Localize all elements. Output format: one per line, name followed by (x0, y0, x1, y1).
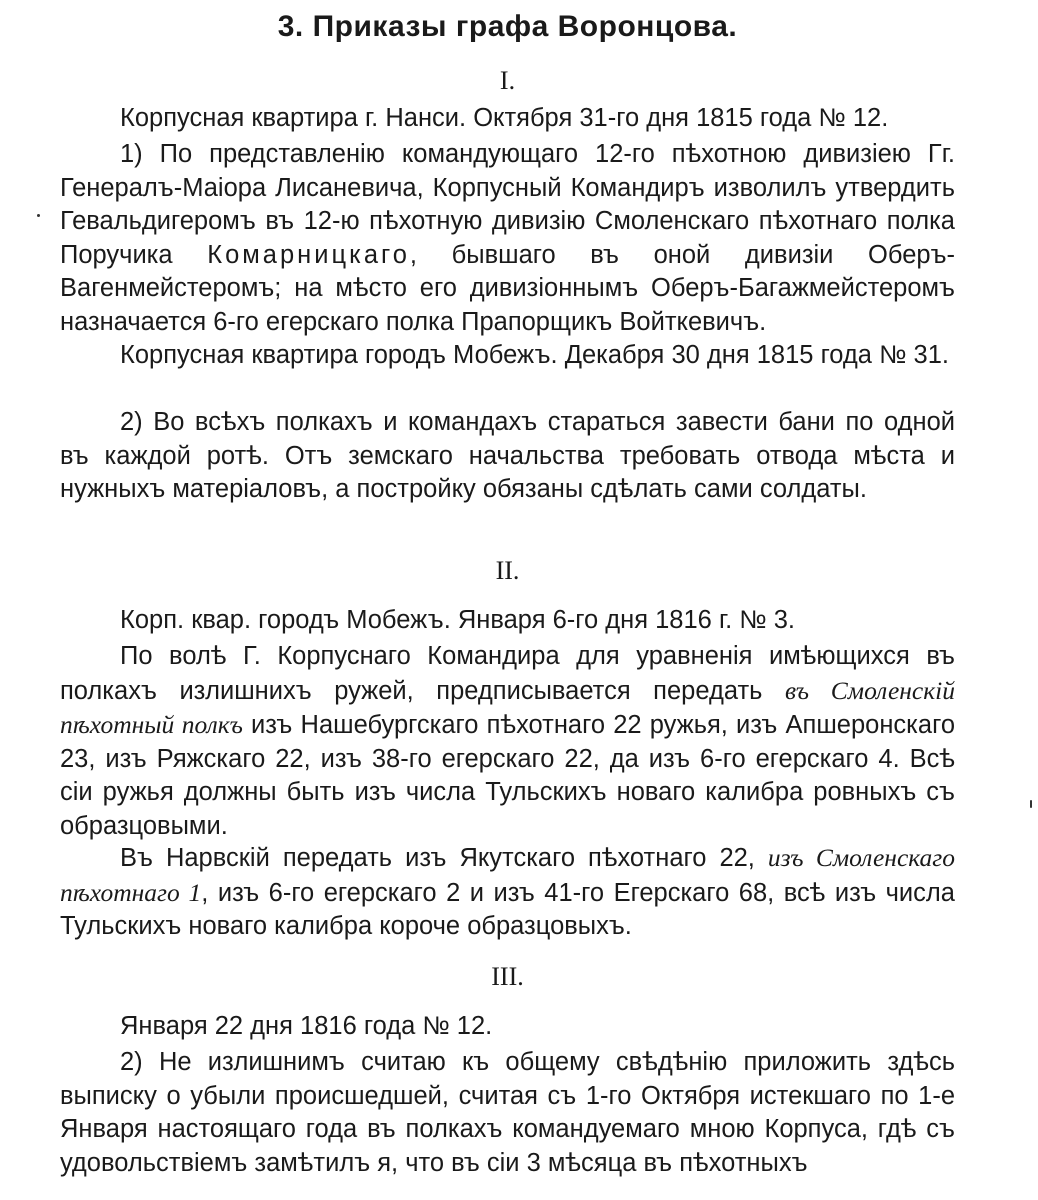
section-numeral-1: I. (499, 66, 516, 95)
section-1-paragraph-3: 2) Во всѣхъ полкахъ и командахъ стараться завести бани по одной въ каждой ротѣ. Отъ земскаго начальства требовать отвода мѣста и нужныхъ матеріаловъ, а постройку обязаны сдѣлать сами солдаты. (60, 408, 955, 503)
section-numeral-2: II. (495, 556, 520, 585)
section-1-paragraph-1-text: 1) По представленію командующаго 12-го пѣхотною дивизіею Гг. Генералъ-Маіора Лисаневича, Корпусный Командиръ изволилъ утвердить Гевальдигеромъ въ 12-ю пѣхотную дивизію Смоленскаго пѣхотнаго полка Поручика (60, 140, 955, 269)
section-2-paragraph-2 (60, 841, 955, 944)
scan-speck (1030, 800, 1032, 808)
section-1-paragraph-1 (60, 138, 955, 339)
section-2-paragraph-2-a: Въ Нарвскій передать изъ Якутскаго пѣхотнаго 22, (120, 844, 768, 872)
page-title: 3. Приказы графа Воронцова. (277, 10, 738, 43)
italic-regiment: въ Смоленскій пѣхотный полкъ (60, 675, 955, 739)
section-1-header: Корпусная квартира г. Нанси. Октября 31-го дня 1815 года № 12. (120, 104, 889, 132)
section-numeral-3: III. (491, 962, 524, 991)
section-2-paragraph-2-b: , изъ 6-го егерскаго 2 и изъ 41-го Егерскаго 68, всѣ изъ числа Тульскихъ новаго калибра короче образцовыхъ. (60, 878, 955, 940)
italic-regiment-2: изъ Смоленскаго пѣхотнаго 1 (60, 843, 956, 907)
spaced-name: Комарницкаго (207, 240, 410, 269)
section-3-paragraph-1: 2) Не излишнимъ считаю къ общему свѣдѣнію приложить здѣсь выписку о убыли происшедшей, считая съ 1-го Октября истекшаго по 1-е Января настоящаго года въ полкахъ командуемаго мною Корпуса, гдѣ съ удовольствіемъ замѣтилъ я, что въ сіи 3 мѣсяца въ пѣхотныхъ (60, 1048, 955, 1177)
section-2-header: Корп. квар. городъ Мобежъ. Января 6-го дня 1816 г. № 3. (120, 606, 796, 634)
section-2-paragraph-1-a: По волѣ Г. Корпуснаго Командира для уравненія имѣющихся въ полкахъ излишнихъ ружей, предписывается передать (60, 642, 955, 705)
section-1-paragraph-2: Корпусная квартира городъ Мобежъ. Декабря 30 дня 1815 года № 31. (120, 341, 949, 369)
section-2-paragraph-1-b: изъ Нашебургскаго пѣхотнаго 22 ружья, изъ Апшеронскаго 23, изъ Ряжскаго 22, изъ 38-го егерскаго 22, да изъ 6-го егерскаго 4. Всѣ сіи ружья должны быть изъ числа Тульскихъ новаго калибра ровныхъ съ образцовыми. (60, 711, 955, 840)
section-3-header: Января 22 дня 1816 года № 12. (120, 1012, 493, 1040)
section-1-paragraph-1-end: , бывшаго въ оной дивизіи Оберъ-Вагенмейстеромъ; на мѣсто его дивизіоннымъ Оберъ-Багажмейстеромъ назначается 6-го егерскаго полка Прапорщикъ Войткевичъ. (60, 240, 955, 336)
section-2-paragraph-1 (60, 640, 955, 843)
scan-speck (37, 214, 40, 217)
